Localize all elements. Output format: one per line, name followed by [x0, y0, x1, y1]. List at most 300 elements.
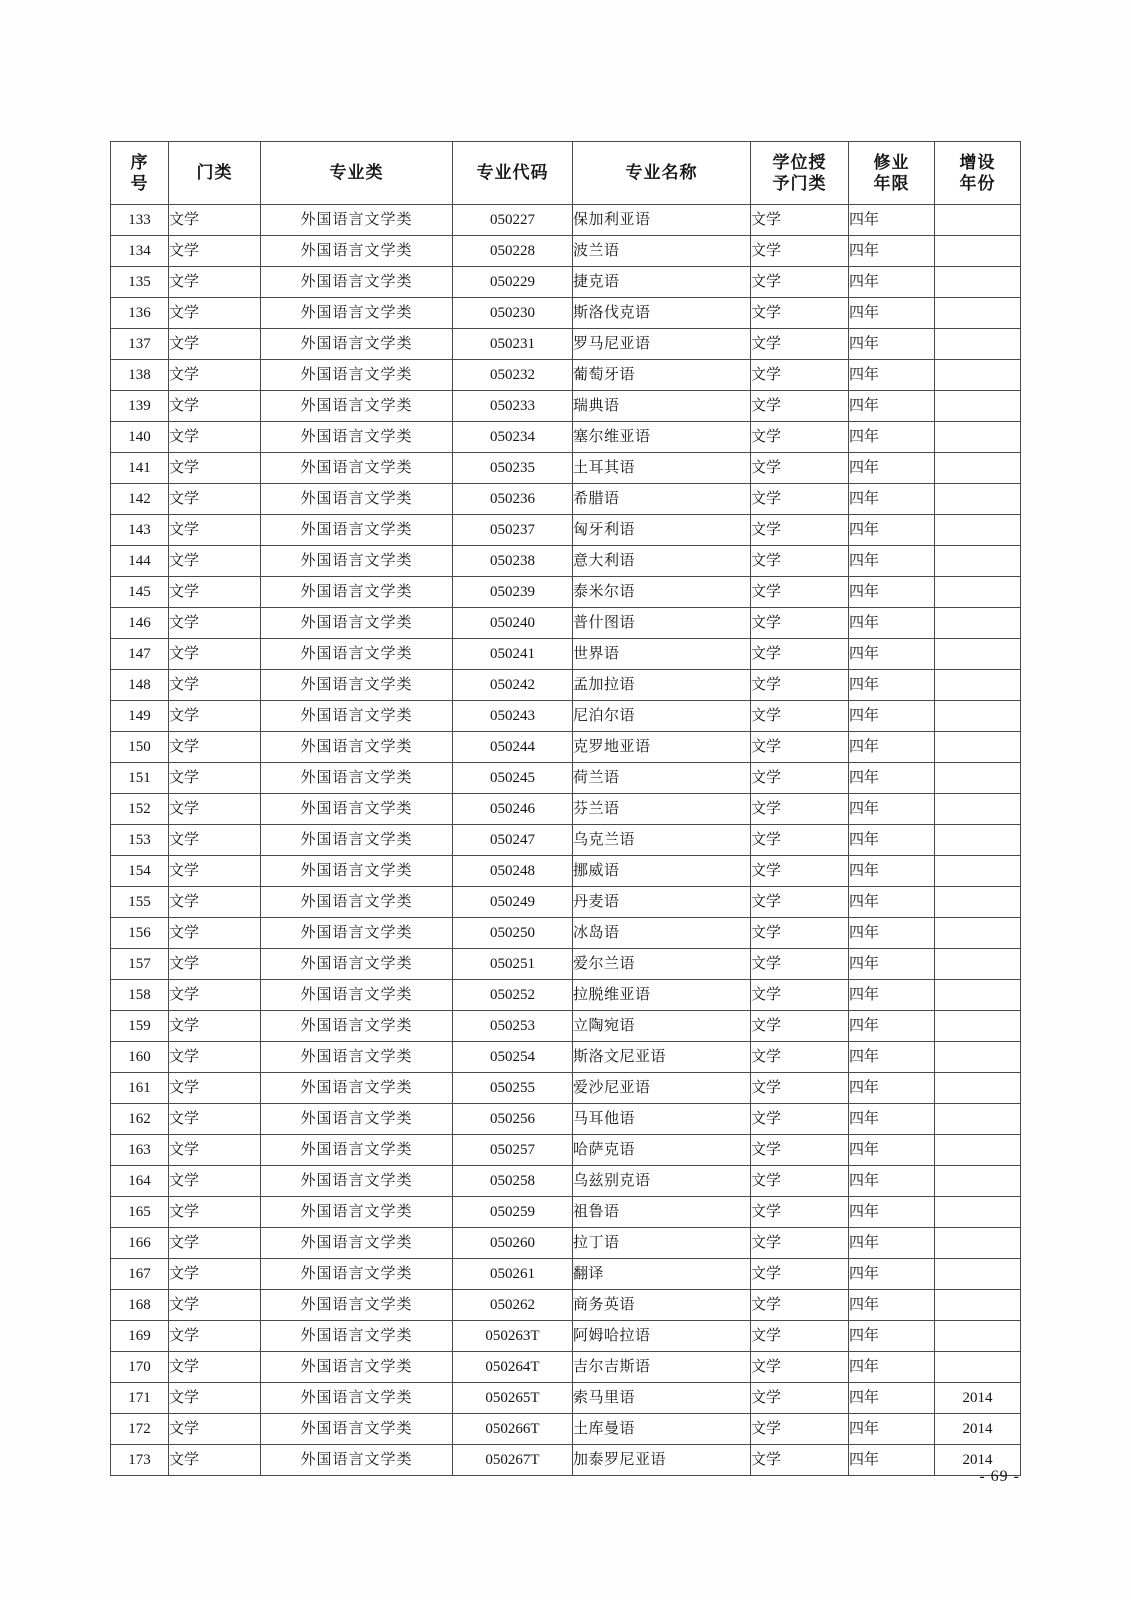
cell-majorcat: 外国语言文学类: [261, 949, 453, 980]
cell-seq: 161: [111, 1073, 169, 1104]
cell-seq: 136: [111, 298, 169, 329]
table-row: [111, 980, 1021, 1011]
cell-majorcat: 外国语言文学类: [261, 546, 453, 577]
cell-added: [935, 670, 1021, 701]
cell-years: 四年: [849, 422, 935, 453]
cell-cat: 文学: [169, 298, 261, 329]
cell-majorcat: 外国语言文学类: [261, 577, 453, 608]
cell-code: 050256: [453, 1104, 573, 1135]
column-header-line: 修业: [873, 152, 910, 172]
cell-name: 普什图语: [573, 608, 751, 639]
cell-added: [935, 1073, 1021, 1104]
cell-name: 乌克兰语: [573, 825, 751, 856]
cell-seq: 148: [111, 670, 169, 701]
cell-seq: 157: [111, 949, 169, 980]
cell-degree: 文学: [751, 546, 849, 577]
cell-degree: 文学: [751, 360, 849, 391]
cell-majorcat: 外国语言文学类: [261, 205, 453, 236]
cell-added: [935, 701, 1021, 732]
cell-name: 吉尔吉斯语: [573, 1352, 751, 1383]
table-row: [111, 918, 1021, 949]
cell-degree: 文学: [751, 856, 849, 887]
cell-added: [935, 391, 1021, 422]
cell-majorcat: 外国语言文学类: [261, 1042, 453, 1073]
cell-name: 加泰罗尼亚语: [573, 1445, 751, 1476]
cell-cat: 文学: [169, 1042, 261, 1073]
cell-years: 四年: [849, 205, 935, 236]
column-header-line: 学位授: [772, 152, 827, 172]
cell-seq: 145: [111, 577, 169, 608]
cell-added: [935, 856, 1021, 887]
cell-majorcat: 外国语言文学类: [261, 298, 453, 329]
cell-seq: 167: [111, 1259, 169, 1290]
cell-code: 050261: [453, 1259, 573, 1290]
cell-cat: 文学: [169, 794, 261, 825]
cell-cat: 文学: [169, 422, 261, 453]
cell-code: 050243: [453, 701, 573, 732]
cell-code: 050238: [453, 546, 573, 577]
cell-majorcat: 外国语言文学类: [261, 1321, 453, 1352]
cell-years: 四年: [849, 1445, 935, 1476]
cell-added: [935, 360, 1021, 391]
table-row: [111, 422, 1021, 453]
cell-seq: 164: [111, 1166, 169, 1197]
cell-cat: 文学: [169, 577, 261, 608]
cell-degree: 文学: [751, 794, 849, 825]
cell-added: [935, 639, 1021, 670]
table-row: [111, 1383, 1021, 1414]
cell-name: 罗马尼亚语: [573, 329, 751, 360]
cell-majorcat: 外国语言文学类: [261, 1414, 453, 1445]
cell-cat: 文学: [169, 918, 261, 949]
cell-degree: 文学: [751, 1290, 849, 1321]
cell-cat: 文学: [169, 329, 261, 360]
table-row: [111, 577, 1021, 608]
cell-majorcat: 外国语言文学类: [261, 1166, 453, 1197]
column-header-added: [935, 142, 1021, 205]
cell-majorcat: 外国语言文学类: [261, 763, 453, 794]
cell-seq: 162: [111, 1104, 169, 1135]
cell-name: 商务英语: [573, 1290, 751, 1321]
cell-cat: 文学: [169, 1352, 261, 1383]
cell-cat: 文学: [169, 267, 261, 298]
column-header-line: 予门类: [772, 174, 827, 193]
cell-seq: 166: [111, 1228, 169, 1259]
table-row: [111, 1011, 1021, 1042]
cell-code: 050235: [453, 453, 573, 484]
cell-name: 葡萄牙语: [573, 360, 751, 391]
cell-code: 050258: [453, 1166, 573, 1197]
cell-years: 四年: [849, 1290, 935, 1321]
cell-added: [935, 949, 1021, 980]
cell-cat: 文学: [169, 515, 261, 546]
table-row: [111, 1135, 1021, 1166]
cell-seq: 150: [111, 732, 169, 763]
cell-seq: 168: [111, 1290, 169, 1321]
cell-added: [935, 1011, 1021, 1042]
cell-code: 050260: [453, 1228, 573, 1259]
cell-name: 拉脱维亚语: [573, 980, 751, 1011]
cell-name: 土耳其语: [573, 453, 751, 484]
cell-majorcat: 外国语言文学类: [261, 1104, 453, 1135]
cell-degree: 文学: [751, 515, 849, 546]
cell-code: 050254: [453, 1042, 573, 1073]
cell-code: 050253: [453, 1011, 573, 1042]
cell-cat: 文学: [169, 1135, 261, 1166]
cell-code: 050262: [453, 1290, 573, 1321]
cell-code: 050257: [453, 1135, 573, 1166]
cell-cat: 文学: [169, 1104, 261, 1135]
cell-cat: 文学: [169, 205, 261, 236]
cell-code: 050232: [453, 360, 573, 391]
cell-code: 050229: [453, 267, 573, 298]
table-row: [111, 763, 1021, 794]
cell-degree: 文学: [751, 918, 849, 949]
cell-name: 斯洛伐克语: [573, 298, 751, 329]
cell-majorcat: 外国语言文学类: [261, 1259, 453, 1290]
table-row: [111, 391, 1021, 422]
table-row: [111, 1414, 1021, 1445]
cell-seq: 141: [111, 453, 169, 484]
cell-code: 050267T: [453, 1445, 573, 1476]
cell-code: 050247: [453, 825, 573, 856]
cell-seq: 158: [111, 980, 169, 1011]
cell-degree: 文学: [751, 453, 849, 484]
table-header-row: [111, 142, 1021, 205]
cell-cat: 文学: [169, 608, 261, 639]
table-row: [111, 608, 1021, 639]
cell-cat: 文学: [169, 980, 261, 1011]
cell-majorcat: 外国语言文学类: [261, 732, 453, 763]
cell-code: 050234: [453, 422, 573, 453]
cell-added: [935, 887, 1021, 918]
table-row: [111, 1073, 1021, 1104]
cell-cat: 文学: [169, 887, 261, 918]
cell-added: [935, 1197, 1021, 1228]
cell-cat: 文学: [169, 453, 261, 484]
cell-seq: 144: [111, 546, 169, 577]
cell-code: 050250: [453, 918, 573, 949]
table-header: [111, 142, 1021, 205]
cell-majorcat: 外国语言文学类: [261, 1197, 453, 1228]
column-header-line: 年份: [959, 174, 996, 193]
table-row: [111, 298, 1021, 329]
table-row: [111, 670, 1021, 701]
column-header-majorcat: [261, 142, 453, 205]
cell-years: 四年: [849, 1135, 935, 1166]
cell-added: [935, 422, 1021, 453]
cell-majorcat: 外国语言文学类: [261, 825, 453, 856]
table-row: [111, 1197, 1021, 1228]
table-row: [111, 1321, 1021, 1352]
table-row: [111, 1104, 1021, 1135]
cell-added: [935, 453, 1021, 484]
cell-degree: 文学: [751, 1011, 849, 1042]
cell-cat: 文学: [169, 1166, 261, 1197]
major-catalog-table-wrapper: [110, 141, 1020, 1476]
cell-degree: 文学: [751, 422, 849, 453]
cell-seq: 142: [111, 484, 169, 515]
column-header-line: 专业名称: [625, 163, 698, 183]
cell-code: 050239: [453, 577, 573, 608]
cell-seq: 147: [111, 639, 169, 670]
cell-degree: 文学: [751, 577, 849, 608]
cell-added: [935, 329, 1021, 360]
cell-name: 希腊语: [573, 484, 751, 515]
cell-added: [935, 1042, 1021, 1073]
column-header-seq: [111, 142, 169, 205]
column-header-majorname: [573, 142, 751, 205]
cell-seq: 137: [111, 329, 169, 360]
cell-code: 050255: [453, 1073, 573, 1104]
cell-years: 四年: [849, 732, 935, 763]
cell-degree: 文学: [751, 670, 849, 701]
table-row: [111, 453, 1021, 484]
cell-cat: 文学: [169, 732, 261, 763]
cell-name: 匈牙利语: [573, 515, 751, 546]
column-header-line: 序: [130, 152, 149, 172]
cell-years: 四年: [849, 1259, 935, 1290]
cell-name: 立陶宛语: [573, 1011, 751, 1042]
cell-cat: 文学: [169, 236, 261, 267]
cell-code: 050233: [453, 391, 573, 422]
table-row: [111, 546, 1021, 577]
cell-degree: 文学: [751, 887, 849, 918]
table-row: [111, 205, 1021, 236]
cell-code: 050263T: [453, 1321, 573, 1352]
table-row: [111, 949, 1021, 980]
cell-degree: 文学: [751, 236, 849, 267]
cell-majorcat: 外国语言文学类: [261, 267, 453, 298]
cell-years: 四年: [849, 577, 935, 608]
cell-years: 四年: [849, 1321, 935, 1352]
cell-years: 四年: [849, 918, 935, 949]
cell-seq: 155: [111, 887, 169, 918]
cell-degree: 文学: [751, 608, 849, 639]
cell-years: 四年: [849, 360, 935, 391]
cell-degree: 文学: [751, 329, 849, 360]
cell-degree: 文学: [751, 1042, 849, 1073]
cell-name: 冰岛语: [573, 918, 751, 949]
cell-code: 050241: [453, 639, 573, 670]
cell-seq: 138: [111, 360, 169, 391]
cell-cat: 文学: [169, 546, 261, 577]
cell-name: 泰米尔语: [573, 577, 751, 608]
column-header-years: [849, 142, 935, 205]
cell-seq: 165: [111, 1197, 169, 1228]
cell-seq: 139: [111, 391, 169, 422]
cell-majorcat: 外国语言文学类: [261, 639, 453, 670]
cell-name: 塞尔维亚语: [573, 422, 751, 453]
cell-cat: 文学: [169, 1290, 261, 1321]
table-row: [111, 267, 1021, 298]
cell-cat: 文学: [169, 825, 261, 856]
cell-majorcat: 外国语言文学类: [261, 1011, 453, 1042]
cell-code: 050244: [453, 732, 573, 763]
cell-added: [935, 1321, 1021, 1352]
cell-degree: 文学: [751, 1073, 849, 1104]
cell-cat: 文学: [169, 1228, 261, 1259]
cell-name: 祖鲁语: [573, 1197, 751, 1228]
cell-added: [935, 1259, 1021, 1290]
cell-degree: 文学: [751, 732, 849, 763]
cell-degree: 文学: [751, 1321, 849, 1352]
column-header-line: 年限: [873, 174, 910, 193]
cell-code: 050259: [453, 1197, 573, 1228]
cell-years: 四年: [849, 1042, 935, 1073]
cell-degree: 文学: [751, 701, 849, 732]
cell-code: 050230: [453, 298, 573, 329]
cell-name: 瑞典语: [573, 391, 751, 422]
cell-added: [935, 1352, 1021, 1383]
cell-cat: 文学: [169, 1445, 261, 1476]
cell-seq: 163: [111, 1135, 169, 1166]
cell-years: 四年: [849, 1383, 935, 1414]
cell-majorcat: 外国语言文学类: [261, 608, 453, 639]
cell-code: 050251: [453, 949, 573, 980]
cell-degree: 文学: [751, 1104, 849, 1135]
cell-code: 050231: [453, 329, 573, 360]
page-number: - 69 -: [979, 1468, 1020, 1485]
cell-majorcat: 外国语言文学类: [261, 1228, 453, 1259]
cell-seq: 152: [111, 794, 169, 825]
table-row: [111, 484, 1021, 515]
cell-added: [935, 763, 1021, 794]
cell-seq: 173: [111, 1445, 169, 1476]
cell-name: 波兰语: [573, 236, 751, 267]
cell-name: 土库曼语: [573, 1414, 751, 1445]
cell-seq: 169: [111, 1321, 169, 1352]
cell-years: 四年: [849, 608, 935, 639]
cell-majorcat: 外国语言文学类: [261, 794, 453, 825]
cell-code: 050264T: [453, 1352, 573, 1383]
cell-name: 斯洛文尼亚语: [573, 1042, 751, 1073]
cell-degree: 文学: [751, 1445, 849, 1476]
cell-majorcat: 外国语言文学类: [261, 236, 453, 267]
cell-majorcat: 外国语言文学类: [261, 918, 453, 949]
cell-name: 乌兹别克语: [573, 1166, 751, 1197]
cell-cat: 文学: [169, 1383, 261, 1414]
cell-added: [935, 205, 1021, 236]
cell-added: [935, 794, 1021, 825]
cell-code: 050249: [453, 887, 573, 918]
cell-seq: 133: [111, 205, 169, 236]
cell-cat: 文学: [169, 639, 261, 670]
cell-degree: 文学: [751, 1259, 849, 1290]
cell-name: 丹麦语: [573, 887, 751, 918]
cell-years: 四年: [849, 670, 935, 701]
cell-name: 翻译: [573, 1259, 751, 1290]
cell-degree: 文学: [751, 1383, 849, 1414]
cell-cat: 文学: [169, 391, 261, 422]
cell-name: 马耳他语: [573, 1104, 751, 1135]
cell-seq: 171: [111, 1383, 169, 1414]
cell-cat: 文学: [169, 360, 261, 391]
cell-name: 爱尔兰语: [573, 949, 751, 980]
cell-name: 芬兰语: [573, 794, 751, 825]
cell-seq: 153: [111, 825, 169, 856]
cell-name: 爱沙尼亚语: [573, 1073, 751, 1104]
column-header-line: 门类: [196, 163, 233, 183]
table-row: [111, 639, 1021, 670]
cell-degree: 文学: [751, 1135, 849, 1166]
cell-majorcat: 外国语言文学类: [261, 484, 453, 515]
cell-code: 050227: [453, 205, 573, 236]
cell-degree: 文学: [751, 825, 849, 856]
cell-years: 四年: [849, 298, 935, 329]
cell-added: 2014: [935, 1414, 1021, 1445]
cell-years: 四年: [849, 329, 935, 360]
cell-code: 050265T: [453, 1383, 573, 1414]
cell-years: 四年: [849, 701, 935, 732]
cell-added: [935, 236, 1021, 267]
table-row: [111, 794, 1021, 825]
cell-added: [935, 1228, 1021, 1259]
table-row: [111, 1166, 1021, 1197]
cell-years: 四年: [849, 1073, 935, 1104]
cell-added: [935, 825, 1021, 856]
cell-degree: 文学: [751, 980, 849, 1011]
cell-code: 050240: [453, 608, 573, 639]
column-header-category: [169, 142, 261, 205]
cell-cat: 文学: [169, 701, 261, 732]
table-row: [111, 856, 1021, 887]
cell-majorcat: 外国语言文学类: [261, 515, 453, 546]
cell-name: 哈萨克语: [573, 1135, 751, 1166]
table-row: [111, 1042, 1021, 1073]
cell-added: [935, 546, 1021, 577]
cell-cat: 文学: [169, 484, 261, 515]
column-header-degree: [751, 142, 849, 205]
cell-years: 四年: [849, 794, 935, 825]
cell-majorcat: 外国语言文学类: [261, 453, 453, 484]
cell-degree: 文学: [751, 205, 849, 236]
cell-code: 050228: [453, 236, 573, 267]
cell-code: 050248: [453, 856, 573, 887]
cell-years: 四年: [849, 856, 935, 887]
cell-cat: 文学: [169, 1073, 261, 1104]
cell-added: [935, 1290, 1021, 1321]
cell-added: [935, 577, 1021, 608]
cell-seq: 154: [111, 856, 169, 887]
cell-years: 四年: [849, 1228, 935, 1259]
cell-years: 四年: [849, 484, 935, 515]
cell-cat: 文学: [169, 1197, 261, 1228]
cell-majorcat: 外国语言文学类: [261, 1290, 453, 1321]
column-header-line: 专业代码: [476, 163, 549, 183]
cell-added: [935, 1104, 1021, 1135]
cell-seq: 146: [111, 608, 169, 639]
cell-name: 世界语: [573, 639, 751, 670]
table-row: [111, 701, 1021, 732]
cell-majorcat: 外国语言文学类: [261, 980, 453, 1011]
major-catalog-table: [110, 141, 1021, 1476]
cell-cat: 文学: [169, 1414, 261, 1445]
cell-years: 四年: [849, 453, 935, 484]
cell-degree: 文学: [751, 391, 849, 422]
cell-seq: 143: [111, 515, 169, 546]
cell-name: 荷兰语: [573, 763, 751, 794]
cell-cat: 文学: [169, 1011, 261, 1042]
cell-degree: 文学: [751, 1228, 849, 1259]
cell-majorcat: 外国语言文学类: [261, 856, 453, 887]
cell-seq: 149: [111, 701, 169, 732]
cell-degree: 文学: [751, 763, 849, 794]
cell-seq: 151: [111, 763, 169, 794]
column-header-code: [453, 142, 573, 205]
table-row: [111, 515, 1021, 546]
cell-majorcat: 外国语言文学类: [261, 1073, 453, 1104]
